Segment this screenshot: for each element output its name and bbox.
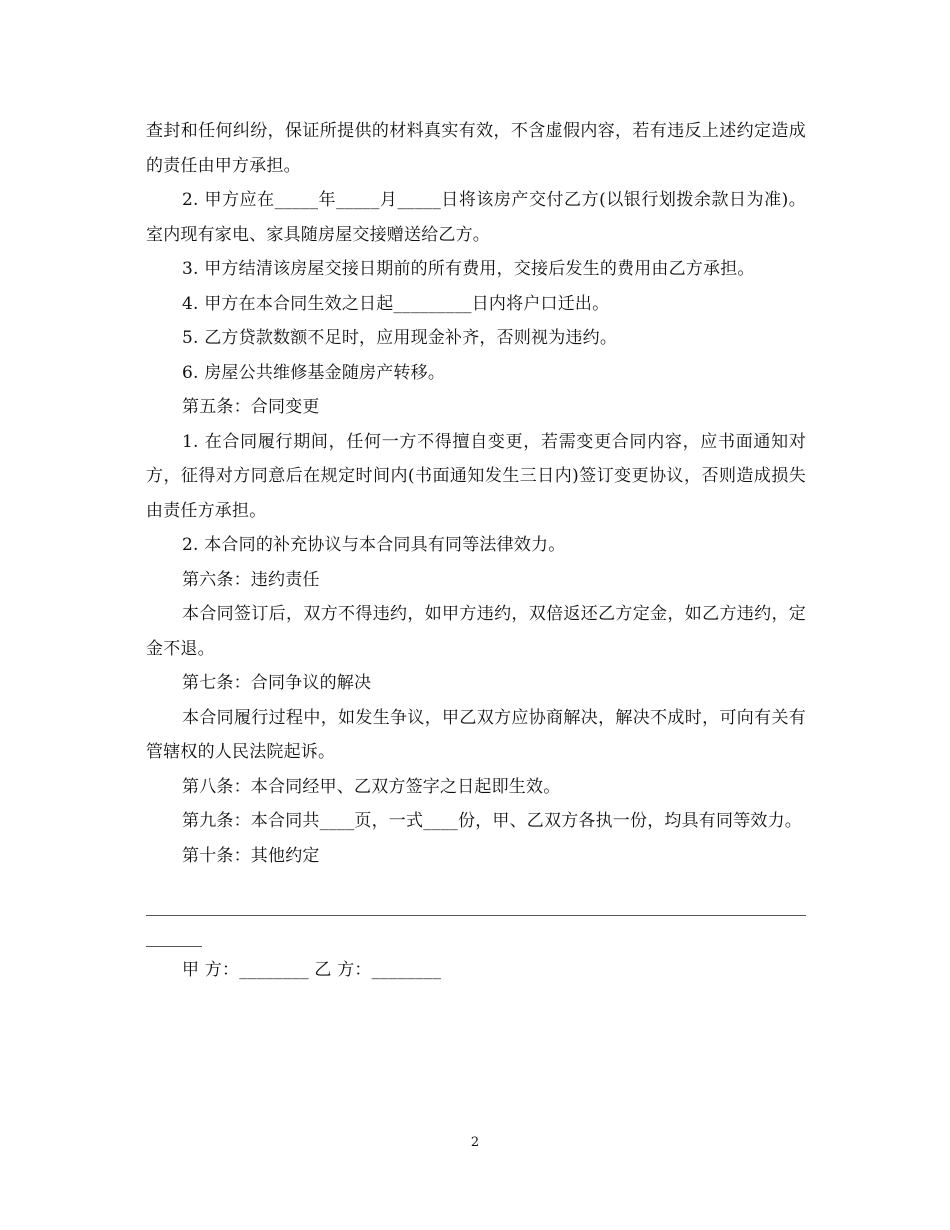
paragraph: 本合同履行过程中，如发生争议，甲乙双方应协商解决，解决不成时，可向有关有管辖权的人民法院起诉。 xyxy=(146,707,806,762)
document-body xyxy=(146,114,806,988)
section-heading: 第七条：合同争议的解决 xyxy=(182,673,372,693)
paragraph: 第九条：本合同共____页，一式____份，甲、乙双方各执一份，均具有同等效力。 xyxy=(182,811,802,831)
paragraph: 本合同签订后，双方不得违约，如甲方违约，双倍返还乙方定金，如乙方违约，定金不退。 xyxy=(146,604,806,659)
paragraph: 3. 甲方结清该房屋交接日期前的所有费用，交接后发生的费用由乙方承担。 xyxy=(182,259,755,279)
signature-line: 甲 方：________ 乙 方：________ xyxy=(182,960,442,980)
paragraph: 6. 房屋公共维修基金随房产转移。 xyxy=(182,362,446,383)
fill-in-line xyxy=(146,915,806,916)
fill-in-line-continuation xyxy=(146,946,202,947)
paragraph: 第八条：本合同经甲、乙双方签字之日起即生效。 xyxy=(182,776,561,797)
paragraph: 2. 甲方应在_____年_____月_____日将该房产交付乙方(以银行划拨余款日为准)。室内现有家电、家具随房屋交接赠送给乙方。 xyxy=(146,190,806,245)
paragraph: 5. 乙方贷款数额不足时，应用现金补齐，否则视为违约。 xyxy=(182,328,618,348)
paragraph: 2. 本合同的补充协议与本合同具有同等法律效力。 xyxy=(182,535,566,555)
blank-space xyxy=(146,873,806,901)
page-number: 2 xyxy=(470,1135,480,1150)
paragraph: 查封和任何纠纷，保证所提供的材料真实有效，不含虚假内容，若有违反上述约定造成的责任由甲方承担。 xyxy=(146,121,806,176)
section-heading: 第五条：合同变更 xyxy=(182,397,320,417)
section-heading: 第六条：违约责任 xyxy=(182,569,320,590)
section-heading: 第十条：其他约定 xyxy=(182,845,320,866)
paragraph: 1. 在合同履行期间，任何一方不得擅自变更，若需变更合同内容，应书面通知对方，征得对方同意后在规定时间内(书面通知发生三日内)签订变更协议，否则造成损失由责任方承担。 xyxy=(146,431,806,521)
paragraph: 4. 甲方在本合同生效之日起_________日内将户口迁出。 xyxy=(182,293,610,314)
